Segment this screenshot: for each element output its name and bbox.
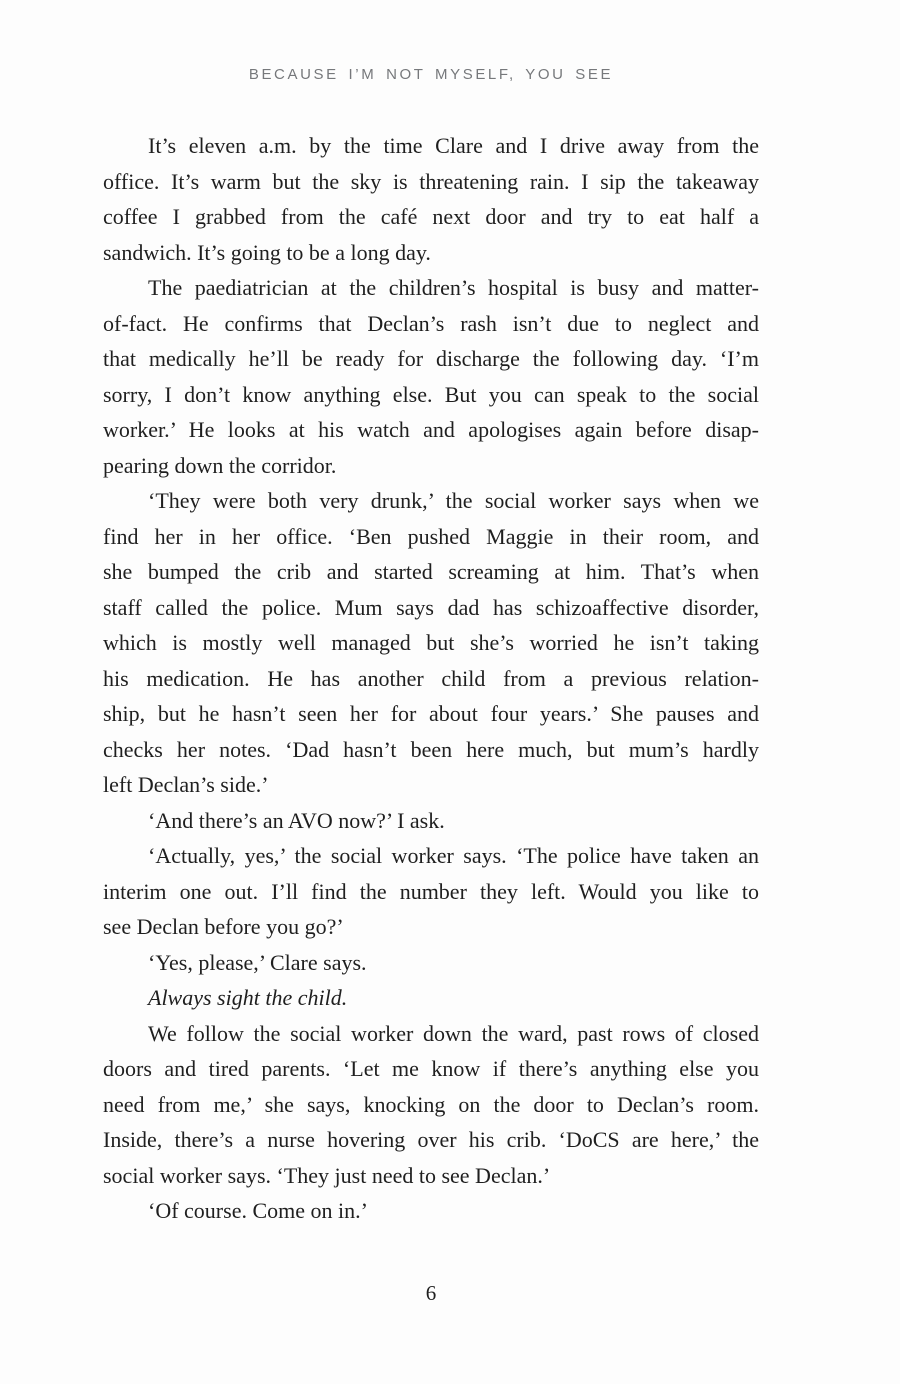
text-line: sorry, I don’t know anything else. But you can speak to the social: [103, 381, 759, 407]
text-line: of-fact. He confirms that Declan’s rash isn’t due to neglect and: [103, 310, 759, 336]
text-line: checks her notes. ‘Dad hasn’t been here much, but mum’s hardly: [103, 736, 759, 762]
text-line: It’s eleven a.m. by the time Clare and I drive away from the: [148, 133, 759, 158]
text-line: doors and tired parents. ‘Let me know if there’s anything else you: [103, 1056, 759, 1081]
body-text: [103, 128, 759, 1229]
text-line: staff called the police. Mum says dad has schizoaffective disorder,: [103, 594, 759, 620]
text-line: sandwich. It’s going to be a long day.: [103, 239, 431, 265]
text-line: which is mostly well managed but she’s worried he isn’t taking: [103, 630, 759, 655]
text-line: ‘Of course. Come on in.’: [148, 1198, 368, 1223]
text-line: she bumped the crib and started screaming at him. That’s when: [103, 559, 759, 584]
text-line: need from me,’ she says, knocking on the door to Declan’s room.: [103, 1091, 759, 1117]
text-line: left Declan’s side.’: [103, 772, 269, 797]
text-line: see Declan before you go?’: [103, 914, 344, 939]
page-number: 6: [425, 1281, 437, 1305]
text-line: find her in her office. ‘Ben pushed Maggie in their room, and: [103, 523, 759, 549]
text-line: social worker says. ‘They just need to see Declan.’: [103, 1162, 551, 1188]
text-line: Inside, there’s a nurse hovering over his crib. ‘DoCS are here,’ the: [103, 1127, 759, 1152]
text-line: interim one out. I’ll find the number they left. Would you like to: [103, 878, 759, 904]
text-line: his medication. He has another child from a previous relation-: [103, 665, 759, 691]
text-line: Always sight the child.: [148, 985, 348, 1010]
text-line: pearing down the corridor.: [103, 452, 337, 478]
text-line: office. It’s warm but the sky is threatening rain. I sip the takeaway: [103, 168, 759, 194]
text-line: ship, but he hasn’t seen her for about four years.’ She pauses and: [103, 701, 759, 726]
text-line: We follow the social worker down the ward, past rows of closed: [148, 1020, 759, 1046]
text-line: coffee I grabbed from the café next door and try to eat half a: [103, 204, 759, 229]
text-line: The paediatrician at the children’s hospital is busy and matter-: [148, 275, 759, 300]
text-line: ‘And there’s an AVO now?’ I ask.: [148, 807, 445, 833]
text-line: that medically he’ll be ready for discharge the following day. ‘I’m: [103, 346, 759, 371]
text-line: ‘They were both very drunk,’ the social worker says when we: [148, 488, 759, 513]
text-line: ‘Actually, yes,’ the social worker says. ‘The police have taken an: [148, 843, 759, 868]
text-line: ‘Yes, please,’ Clare says.: [148, 949, 367, 975]
text-line: worker.’ He looks at his watch and apologises again before disap-: [103, 417, 759, 442]
running-head: BECAUSE I’M NOT MYSELF, YOU SEE: [248, 66, 614, 83]
